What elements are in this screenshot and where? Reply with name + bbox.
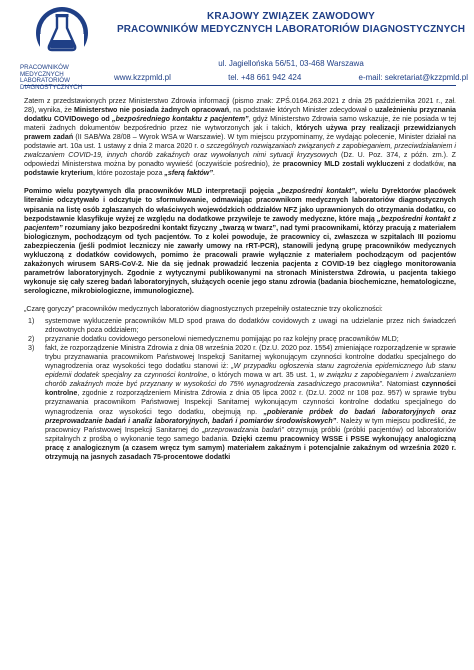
- header-divider: [24, 85, 456, 86]
- text-run: , o których mowa w art. 35 ust. 1,: [207, 371, 319, 380]
- emphasis-run: uzależnieniu przyznania dodatku COVIDowego od: [24, 106, 456, 124]
- emphasis-run: , wielu Dyrektorów placówek literalnie odczytywało i odczytuje to sformułowanie, odmawiając pracownikom medycznych laboratoriów diagnostycznych wpisania na listę osób zgłaszanych do właściwych wojewódzkich oddziałów NFZ jako uprawnionych do otrzymania dodatku, co bezpodstawnie klasyfikuje wyżej ze względu na dodatkowe przywileje te zawody medyczne, które mają: [24, 187, 456, 223]
- italic-run: „W przypadku ogłoszenia stanu zagrożenia epidemicznego lub stanu epidemii dodatek specjalny za czynności kontrolne: [45, 362, 456, 380]
- contact-row: [114, 72, 468, 83]
- emphasis-run: „bezpośredniego kontaktu z pacjentem”: [112, 115, 249, 124]
- phone-number: tel. +48 661 942 424: [228, 73, 302, 82]
- emphasis-run: Ministerstwo nie posiada żadnych opracowań: [73, 106, 230, 115]
- letterhead: [8, 6, 468, 91]
- paragraph-1: [24, 97, 456, 178]
- logo-caption-line: PRACOWNIKÓW: [20, 64, 69, 71]
- emphasis-run: których używa przy realizacji przewidzianych prawem zadań: [24, 124, 456, 142]
- email-link[interactable]: e-mail: sekretariat@kzzpmld.pl: [358, 73, 468, 82]
- text-run: , gdyż Ministerstwo Zdrowia samo wskazuje, że nie posiada w tej materii żadnych dokumentów bezpośrednio przez nie wytworzonych jak i takich,: [24, 115, 456, 133]
- emphasis-run: „sferą faktów”: [164, 169, 213, 178]
- text-run: (II SAB/Wa 28/08 – Wyrok WSA w Warszawie). W tym miejscu przypominamy, że wydając polecenie, Minister działał na podstawie art. 10a ust. 1 ustawy z dnia 2 marca 2020 r.: [24, 133, 456, 151]
- text-run: otrzymują próbki (próbki pacjentów) od laboratoriów szpitalnych z prośbą o wykonanie tego samego badania.: [45, 425, 457, 443]
- logo-caption-line: LABORATORIÓW: [20, 77, 70, 85]
- italic-run: „przeprowadzania badań”: [202, 425, 284, 434]
- text-run: fakt, że rozporządzenie Ministra Zdrowia z dnia 08 września 2020 r. (Dz.U. 2020 poz. 1554) zmieniające rozporządzenie w sprawie trybu przyznawania pracownikom Państwowej Inspekcji Sanitarnej wykonującym czynności kontrolne dodatku specjalnego do wynagrodzenia oraz wysokości tego dodatku stanowi iż:: [45, 344, 456, 371]
- emphasis-run: „bezpośredni kontakt”: [277, 187, 355, 196]
- emphasis-run: Dzięki czemu pracownicy WSSE i PSSE wykonujący analogiczną pracę z analogicznym (a czasem wręcz tym samym) materiałem zakaźnym i potencjalnie zakaźnym od września 2020 r. otrzymują na jasnych zasadach 75-procentowe dodatki: [45, 434, 456, 461]
- emphasis-run: Pomimo wielu pozytywnych dla pracowników MLD interpretacji pojęcia: [24, 187, 278, 196]
- italic-run: w związku z zapobieganiem i zwalczaniem chorób zakaźnych może być przyznany w wysokości do 75% wynagrodzenia zasadniczego pracownika”: [45, 371, 456, 389]
- emphasis-run: rozumiany jako bezpośredni kontakt fizyczny „twarzą w twarz”, nad tymi pracownikami, którzy pracują z materiałem biologicznym, pochodzącym od tych pacjentów. To z kolei powoduje, że pracownicy ci, zwłaszcza w szpitalach III poziomu zabezpieczenia (jeśli podmiot leczniczy nie zawarły umowy na rRT-PCR), stanowili jedyną grupę pracowników medycznych wykluczoną z dodatków covidowych, pomimo że pracowali prawie wyłącznie z materiałem pochodzącym od pacjentów zakażonych wirusem SARS-CoV-2. Nie da się jednak prowadzić leczenia pacjenta z COVID-19 bez ciągłego monitorowania parametrów laboratoryjnych. Zgodnie z wytycznymi publikowanymi na stronach Ministerstwa Zdrowia, u pacjenta takiego wykonuje się cały szereg badań laboratoryjnych, służących ocenie jego stanu zdrowia (badania biochemiczne, hematologiczne, serologiczne, mikrobiologiczne, immunologiczne).: [24, 223, 456, 295]
- emphasis-run: czynności kontrolne: [45, 380, 456, 398]
- org-name-line-1: KRAJOWY ZWIĄZEK ZAWODOWY: [207, 11, 375, 22]
- text-run: Zatem z przedstawionych przez Ministerstwo Zdrowia informacji (pismo znak: ZPŚ.0164.263.2021 z dnia 25 października 2021 r., zał. 28), wynika, że: [24, 97, 456, 115]
- org-name-line-2: PRACOWNIKÓW MEDYCZNYCH LABORATORIÓW DIAGNOSTYCZNYCH: [116, 24, 466, 35]
- text-run: , zgodnie z rozporządzeniem Ministra Zdrowia z dnia 05 lipca 2002 r. (Dz.U. 2002 nr 108 poz. 957) w sprawie trybu przyznawania pracownikom Państwowej Inspekcji Sanitarnej wykonującym czynności kontrolne dodatku specjalnego do wynagrodzenia oraz wysokości tego dodatku, obejmują np.: [45, 389, 456, 416]
- website-link[interactable]: www.kzzpmld.pl: [114, 73, 171, 82]
- text-run: (Dz. U. Poz. 374, z późn. zm.). Z odpowiedzi Ministerstwa można by ponadto wywieść (oczywiście pośrednio), że: [24, 151, 456, 169]
- text-run: .: [212, 169, 215, 178]
- emphasis-run: „pobieranie próbek do badań laboratoryjnych oraz przeprowadzanie badań i analiz laboratoryjnych, badań i pomiarów środowiskowych”: [45, 407, 457, 425]
- emphasis-run: „bezpośredni kontakt z pacjentem”: [24, 214, 456, 232]
- list-item-text: systemowe wykluczenie pracowników MLD spod prawa do dodatków covidowych z uwagi na udzielanie przez nich świadczeń zdrowotnych poza oddziałem;: [45, 317, 456, 335]
- italic-run: o szczególnych rozwiązaniach związanych z zapobieganiem, przeciwdziałaniem i zwalczaniem COVID-19, innych chorób zakaźnych oraz wywołanych nimi sytuacji kryzysowych: [24, 142, 456, 160]
- paragraph-3: „Czarę goryczy” pracowników medycznych laboratoriów diagnostycznych przepełniły ostatecznie trzy okoliczności:: [24, 304, 383, 313]
- list-item: [24, 335, 456, 344]
- paragraph-2: [24, 187, 456, 296]
- list-number: 2): [28, 335, 35, 344]
- text-run: , na podstawie których Minister zdecydował o: [229, 106, 375, 115]
- list-item: [24, 344, 456, 462]
- postal-address: ul. Jagiellońska 56/51, 03-468 Warszawa: [218, 59, 364, 68]
- list-number: 1): [28, 317, 35, 326]
- logo-caption: [20, 65, 106, 91]
- circumstances-list: [24, 317, 456, 462]
- list-item: [24, 317, 456, 335]
- emphasis-run: pracownicy MLD zostali wykluczeni: [282, 160, 405, 169]
- logo-caption-line: DIAGNOSTYCZNYCH: [20, 83, 83, 91]
- emphasis-run: na podstawie kryterium: [24, 160, 457, 178]
- list-number: 3): [28, 344, 35, 353]
- organization-name: [114, 10, 468, 36]
- letter-body: [24, 97, 456, 462]
- list-item-text: przyznanie dodatku covidowego personelowi niemedycznemu pomijając po raz kolejny pracę pracowników MLD;: [45, 335, 399, 344]
- text-run: z dodatków,: [404, 160, 448, 169]
- text-run: . Natomiast: [381, 380, 422, 389]
- logo-caption-line: MEDYCZNYCH: [20, 70, 64, 78]
- text-run: , które pozostaje poza: [93, 169, 165, 178]
- union-logo-icon: [30, 6, 90, 66]
- text-run: . Należy w tym miejscu podkreślić, że pracownicy Państwowej Inspekcji Sanitarnej do: [45, 416, 456, 434]
